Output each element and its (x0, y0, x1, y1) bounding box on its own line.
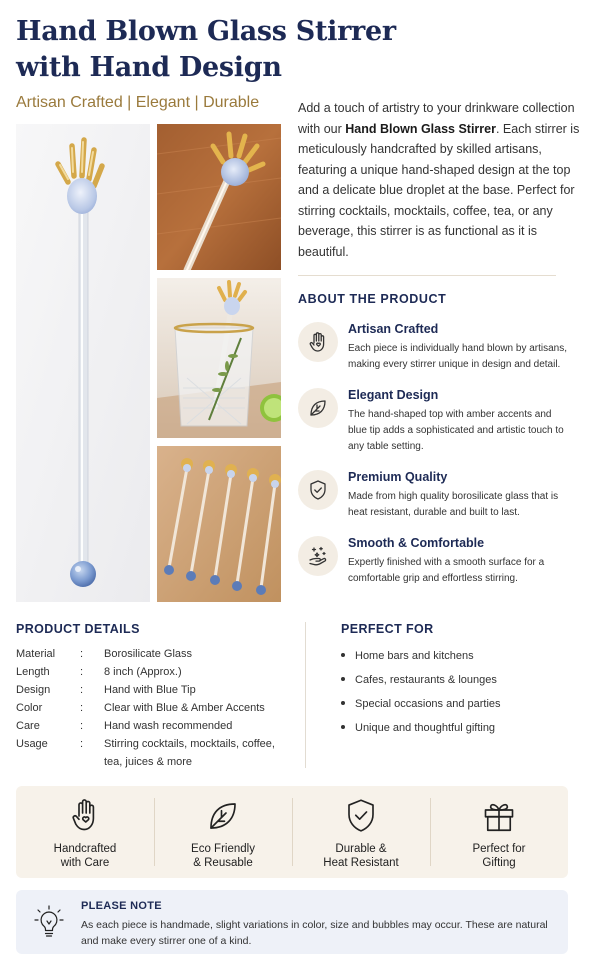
perfect-for-text: Unique and thoughtful gifting (355, 722, 496, 734)
feature-desc: Made from high quality borosilicate glass that is heat resistant, durable and built to last. (348, 491, 559, 518)
perfect-for-text: Home bars and kitchens (355, 650, 474, 662)
shield-check-icon (343, 796, 379, 836)
badge-label: Handcrafted with Care (53, 843, 117, 869)
tagline: Artisan Crafted | Elegant | Durable (16, 94, 260, 111)
detail-key: Length (16, 666, 50, 678)
closeup-photo (157, 124, 281, 270)
bullet-icon (341, 653, 345, 657)
page-title-line2: with Hand Design (16, 52, 282, 83)
shield-check-icon (298, 470, 338, 510)
detail-key: Care (16, 720, 40, 732)
lightbulb-icon (32, 904, 66, 940)
stirrer-set-photo (157, 446, 281, 602)
main-product-photo (16, 124, 150, 602)
perfect-for-heading: PERFECT FOR (341, 622, 434, 636)
detail-key: Design (16, 684, 51, 696)
page-title-line1: Hand Blown Glass Stirrer (16, 16, 396, 47)
badge-durable (292, 786, 430, 878)
divider (298, 275, 556, 276)
perfect-for-item (341, 674, 497, 686)
badge-eco-friendly (154, 786, 292, 878)
about-heading: ABOUT THE PRODUCT (298, 292, 447, 306)
bullet-icon (341, 725, 345, 729)
hand-heart-icon (67, 796, 103, 836)
intro-text-after: . Each stirrer is meticulously handcrafted by skilled artisans, featuring a unique hand-shaped design at the top and a delicate blue droplet at the base. Perfect for stirring cocktails, mocktails, coffee, tea, or any beverage, this stirrer is as functional as it is beautiful. (298, 121, 580, 259)
badge-label: Durable & Heat Resistant (323, 843, 399, 869)
detail-key: Usage (16, 738, 48, 750)
gift-icon (481, 796, 517, 836)
detail-separator: : (80, 666, 84, 678)
sparkle-hand-icon (298, 536, 338, 576)
detail-separator: : (80, 648, 84, 660)
feature-title: Artisan Crafted (348, 322, 439, 336)
detail-value: Borosilicate Glass (104, 648, 193, 660)
page-title (16, 14, 416, 86)
feature-title: Elegant Design (348, 388, 439, 402)
leaf-icon (298, 388, 338, 428)
note-heading: PLEASE NOTE (81, 900, 162, 912)
detail-value: Hand with Blue Tip (104, 684, 196, 696)
intro-product-name: Hand Blown Glass Stirrer (345, 121, 496, 136)
perfect-for-text: Cafes, restaurants & lounges (355, 674, 497, 686)
badge-handcrafted (16, 786, 154, 878)
detail-separator: : (80, 720, 84, 732)
detail-value: Stirring cocktails, mocktails, coffee, tea, juices & more (104, 738, 275, 768)
feature-desc: The hand-shaped top with amber accents and blue tip adds a sophisticated and artistic touch to any table setting. (348, 409, 564, 452)
badge-label: Eco Friendly & Reusable (191, 843, 255, 869)
perfect-for-item (341, 722, 495, 734)
column-divider (305, 622, 306, 768)
detail-separator: : (80, 702, 84, 714)
detail-value: Clear with Blue & Amber Accents (104, 702, 265, 714)
detail-separator: : (80, 684, 84, 696)
note-text: As each piece is handmade, slight variations in color, size and bubbles may occur. These are natural and make every stirrer one of a kind. (81, 919, 548, 947)
intro-paragraph (298, 98, 586, 262)
please-note-box (16, 890, 568, 954)
bullet-icon (341, 677, 345, 681)
feature-desc: Each piece is individually hand blown by artisans, making every stirrer unique in design and detail. (348, 343, 568, 370)
product-details-heading: PRODUCT DETAILS (16, 622, 140, 636)
badge-label: Perfect for Gifting (472, 843, 526, 869)
feature-title: Premium Quality (348, 470, 448, 484)
perfect-for-item (341, 650, 474, 662)
detail-value: Hand wash recommended (104, 720, 233, 732)
bullet-icon (341, 701, 345, 705)
feature-desc: Expertly finished with a smooth surface for a comfortable grip and effortless stirring. (348, 557, 545, 584)
glass-drink-photo (157, 278, 281, 438)
detail-separator: : (80, 738, 84, 750)
badge-gifting (430, 786, 568, 878)
leaf-icon (205, 796, 241, 836)
intro-text-before: Add a touch of artistry to your drinkware collection with our (298, 101, 575, 136)
perfect-for-text: Special occasions and parties (355, 698, 501, 710)
feature-title: Smooth & Comfortable (348, 536, 485, 550)
perfect-for-item (341, 698, 501, 710)
detail-value: 8 inch (Approx.) (104, 666, 182, 678)
detail-key: Color (16, 702, 43, 714)
feature-badges (16, 786, 568, 878)
hand-heart-icon (298, 322, 338, 362)
detail-key: Material (16, 648, 56, 660)
